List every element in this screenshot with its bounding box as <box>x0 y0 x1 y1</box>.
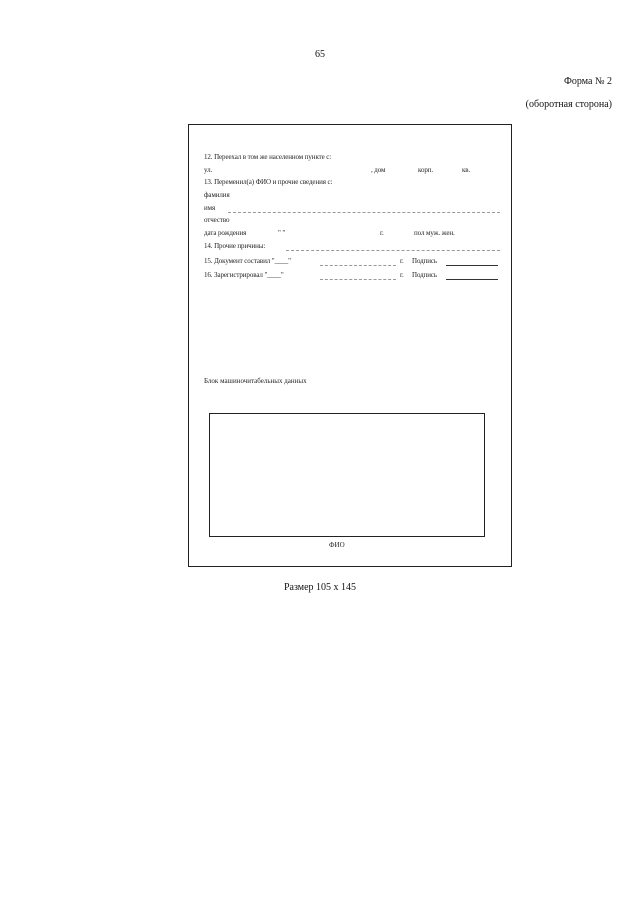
korp-label: корп. <box>418 166 434 174</box>
item-15-date-underline <box>320 265 396 266</box>
item-16-label: 16. Зарегистрировал "____" <box>204 271 284 279</box>
patronymic-label: отчество <box>204 216 230 224</box>
name-label: имя <box>204 204 216 212</box>
surname-label: фамилия <box>204 191 230 199</box>
item-15-sign-underline <box>446 265 498 266</box>
item-15-year: г. <box>400 257 404 265</box>
kv-label: кв. <box>462 166 471 174</box>
item-16-year: г. <box>400 271 404 279</box>
item-16-date-underline <box>320 279 396 280</box>
item-13-label: 13. Переменил(а) ФИО и прочие сведения с: <box>204 178 333 186</box>
birth-year-label: г. <box>380 229 384 237</box>
item-15-label: 15. Документ составил "____" <box>204 257 291 265</box>
page-number: 65 <box>315 49 325 60</box>
item-14-label: 14. Прочие причины: <box>204 242 266 250</box>
item-12-label: 12. Переехал в том же населенном пункте с: <box>204 153 332 161</box>
house-label: , дом <box>371 166 386 174</box>
form-title: Форма № 2 <box>564 76 612 87</box>
item-14-underline <box>286 250 500 251</box>
birth-date-quote: " " <box>278 229 286 237</box>
form-side-label: (оборотная сторона) <box>525 99 612 110</box>
name-underline <box>228 212 500 213</box>
item-15-sign-label: Подпись <box>412 257 438 265</box>
item-16-sign-label: Подпись <box>412 271 438 279</box>
size-label: Размер 105 х 145 <box>283 582 357 593</box>
street-label: ул. <box>204 166 213 174</box>
machine-readable-box <box>209 413 485 537</box>
birth-date-label: дата рождения <box>204 229 247 237</box>
machine-readable-block-label: Блок машиночитабельных данных <box>204 377 307 385</box>
sex-label: пол муж. жен. <box>414 229 455 237</box>
item-16-sign-underline <box>446 279 498 280</box>
fio-label: ФИО <box>329 541 345 549</box>
